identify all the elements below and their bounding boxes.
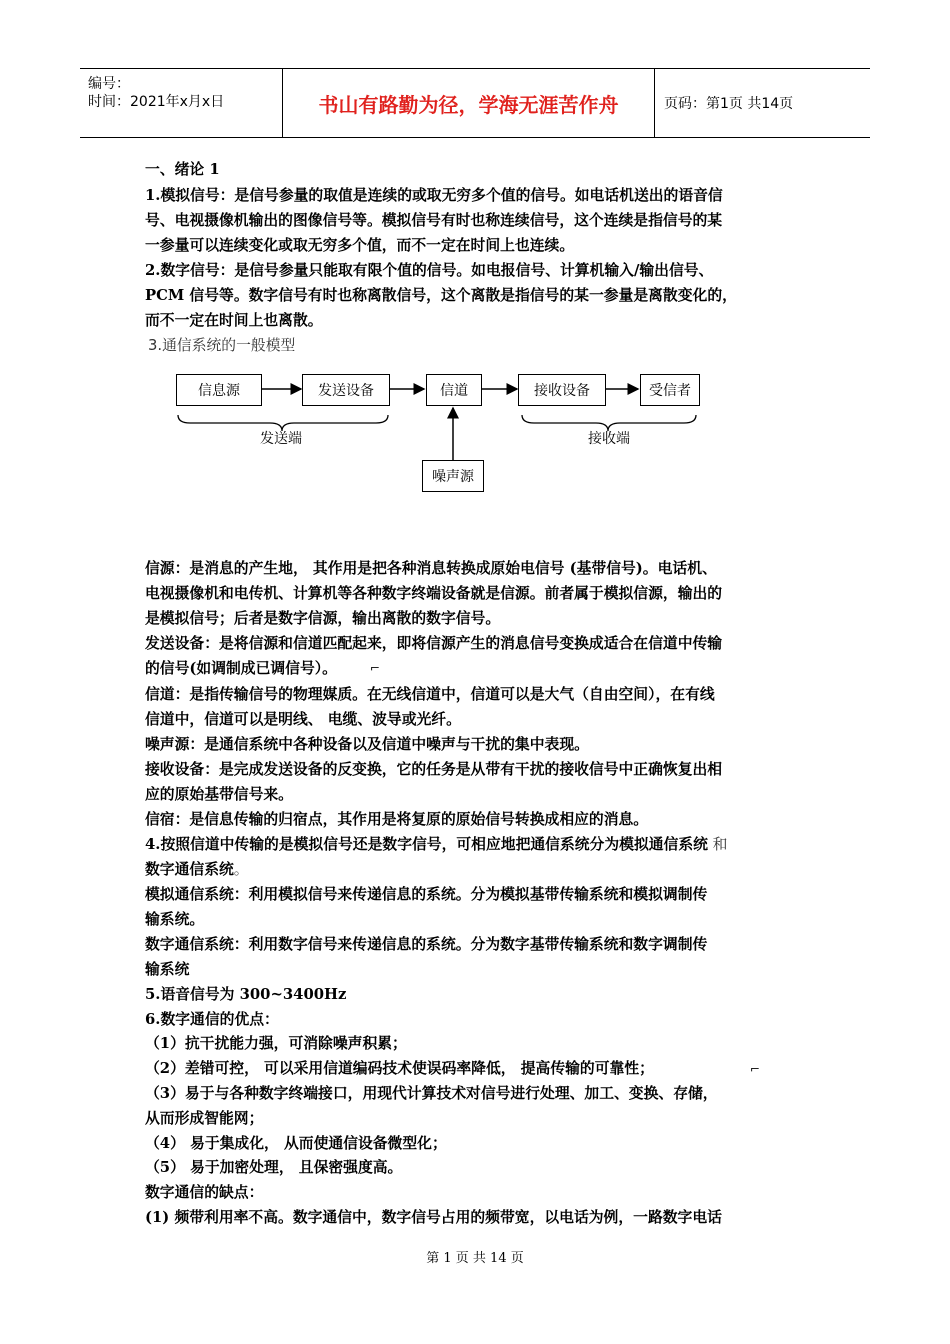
text-line: 1.模拟信号：是信号参量的取值是连续的或取无穷多个值的信号。如电话机送出的语音信 [145,187,723,204]
header-page-info: 页码：第1页 共14页 [664,96,794,112]
sender-label: 发送端 [260,431,302,447]
text-line: 从而形成智能网； [145,1110,264,1127]
info-source-box: 信息源 [176,374,262,406]
text-line: 的信号(如调制成已调信号）。 [145,660,337,677]
text-line: 信道：是指传输信号的物理媒质。在无线信道中，信道可以是大气（自由空间），在有线 [145,686,715,703]
text-line: (1) 频带利用率不高。数字通信中，数字信号占用的频带宽，以电话为例，一路数字电话 [145,1209,722,1226]
text-line [145,835,727,855]
text-line: 发送设备：是将信源和信道匹配起来，即将信源产生的消息信号变换成适合在信道中传输 [145,635,723,652]
header-meta [80,69,283,137]
text-span: 和 [707,836,728,853]
text-span: 数字通信系统 [145,861,234,878]
text-line: （5） 易于加密处理， 且保密强度高。 [145,1159,403,1176]
text-line: 5.语音信号为 300~3400Hz [145,986,347,1003]
text-line: 输系统。 [145,911,205,928]
text-line: 噪声源：是通信系统中各种设备以及信道中噪声与干扰的集中表现。 [145,736,589,753]
section-heading: 一、绪论 1 [145,161,220,178]
number-label: 编号： [88,76,130,92]
bracket-mark-icon: ⌐ [750,1062,761,1076]
text-line: 接收设备：是完成发送设备的反变换，它的任务是从带有干扰的接收信号中正确恢复出相 [145,761,723,778]
text-line: 而不一定在时间上也离散。 [145,312,323,329]
text-line: （3）易于与各种数字终端接口，用现代计算技术对信号进行处理、加工、变换、存储， [145,1085,718,1102]
text-line: 信源：是消息的产生地， 其作用是把各种消息转换成原始电信号 (基带信号)。电话机、 [145,560,717,577]
page-header [80,68,870,138]
text-span: 。 [233,861,249,878]
text-line: （1）抗干扰能力强，可消除噪声积累； [145,1035,407,1052]
text-line: 号、电视摄像机输出的图像信号等。模拟信号有时也称连续信号，这个连续是指信号的某 [145,212,723,229]
bracket-mark-icon: ⌐ [370,661,381,675]
text-line: 6.数字通信的优点： [145,1011,279,1028]
receiver-box: 接收设备 [518,374,606,406]
text-line: 信宿：是信息传输的归宿点，其作用是将复原的原始信号转换成相应的消息。 [145,811,649,828]
text-line: 模拟通信系统：利用模拟信号来传递信息的系统。分为模拟基带传输系统和模拟调制传 [145,886,708,903]
receiver-label: 接收端 [588,431,630,447]
text-line: 2.数字信号：是信号参量只能取有限个值的信号。如电报信号、计算机输入/输出信号、 [145,262,714,279]
text-line: 信道中，信道可以是明线、 电缆、波导或光纤。 [145,711,461,728]
time-label: 时间：2021年x月x日 [88,94,225,110]
sink-box: 受信者 [640,374,700,406]
text-line: 数字通信系统：利用数字信号来传递信息的系统。分为数字基带传输系统和数字调制传 [145,936,708,953]
text-line: （4） 易于集成化， 从而使通信设备微型化； [145,1135,447,1152]
text-line: PCM 信号等。数字信号有时也称离散信号，这个离散是指信号的某一参量是离散变化的， [145,287,737,304]
text-span: 4.按照信道中传输的是模拟信号还是数字信号，可相应地把通信系统分为模拟通信系统 [145,836,708,853]
channel-box: 信道 [426,374,482,406]
text-line: 输系统 [145,961,190,978]
page-footer: 第 1 页 共 14 页 [426,1251,524,1266]
text-line: 是模拟信号；后者是数字信源，输出离散的数字信号。 [145,610,501,627]
header-motto: 书山有路勤为径，学海无涯苦作舟 [283,69,655,137]
text-line: 一参量可以连续变化或取无穷多个值，而不一定在时间上也连续。 [145,237,575,254]
text-line: （2）差错可控， 可以采用信道编码技术使误码率降低， 提高传输的可靠性； [145,1060,654,1077]
noise-source-box: 噪声源 [422,460,484,492]
text-line: 数字通信的缺点： [145,1184,264,1201]
text-line [145,860,249,880]
diagram-caption: 3.通信系统的一般模型 [148,337,296,354]
text-line: 应的原始基带信号来。 [145,786,293,803]
transmitter-box: 发送设备 [302,374,390,406]
text-line: 电视摄像机和电传机、计算机等各种数字终端设备就是信源。前者属于模拟信源，输出的 [145,585,723,602]
communication-model-diagram [170,365,710,505]
